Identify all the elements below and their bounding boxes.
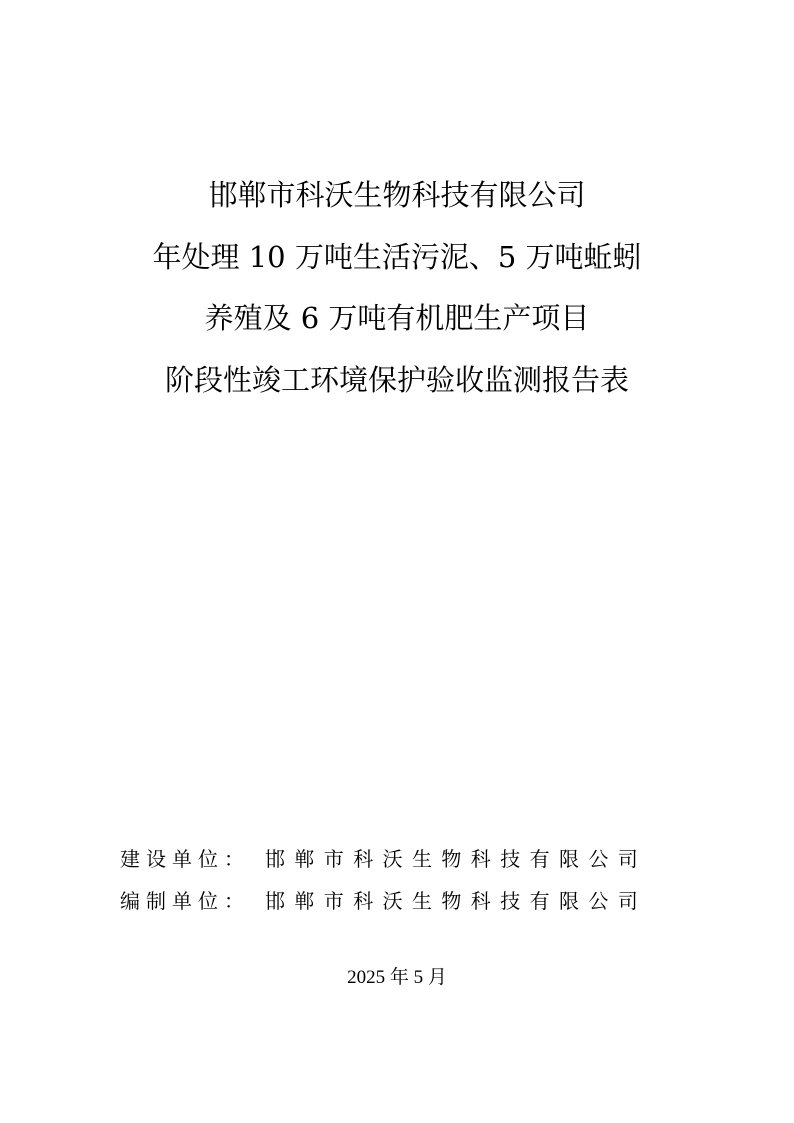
title-report-type: 阶段性竣工环境保护验收监测报告表 [164, 362, 629, 397]
report-title [0, 180, 794, 426]
construction-unit-value: 邯郸市科沃生物科技有限公司 [265, 846, 648, 871]
compile-unit-row [120, 887, 647, 911]
title-company: 邯郸市科沃生物科技有限公司 [208, 178, 586, 212]
construction-unit-label: 建设单位： [120, 846, 250, 871]
construction-unit-row [120, 845, 647, 869]
title-project-line-1: 年处理 10 万吨生活污泥、5 万吨蚯蚓 [152, 239, 642, 274]
compile-unit-label: 编制单位： [120, 888, 250, 913]
compile-unit-value: 邯郸市科沃生物科技有限公司 [265, 888, 648, 913]
title-project-line-2: 养殖及 6 万吨有机肥生产项目 [204, 301, 590, 335]
report-date: 2025 年 5 月 [347, 967, 447, 988]
unit-info [120, 845, 647, 929]
